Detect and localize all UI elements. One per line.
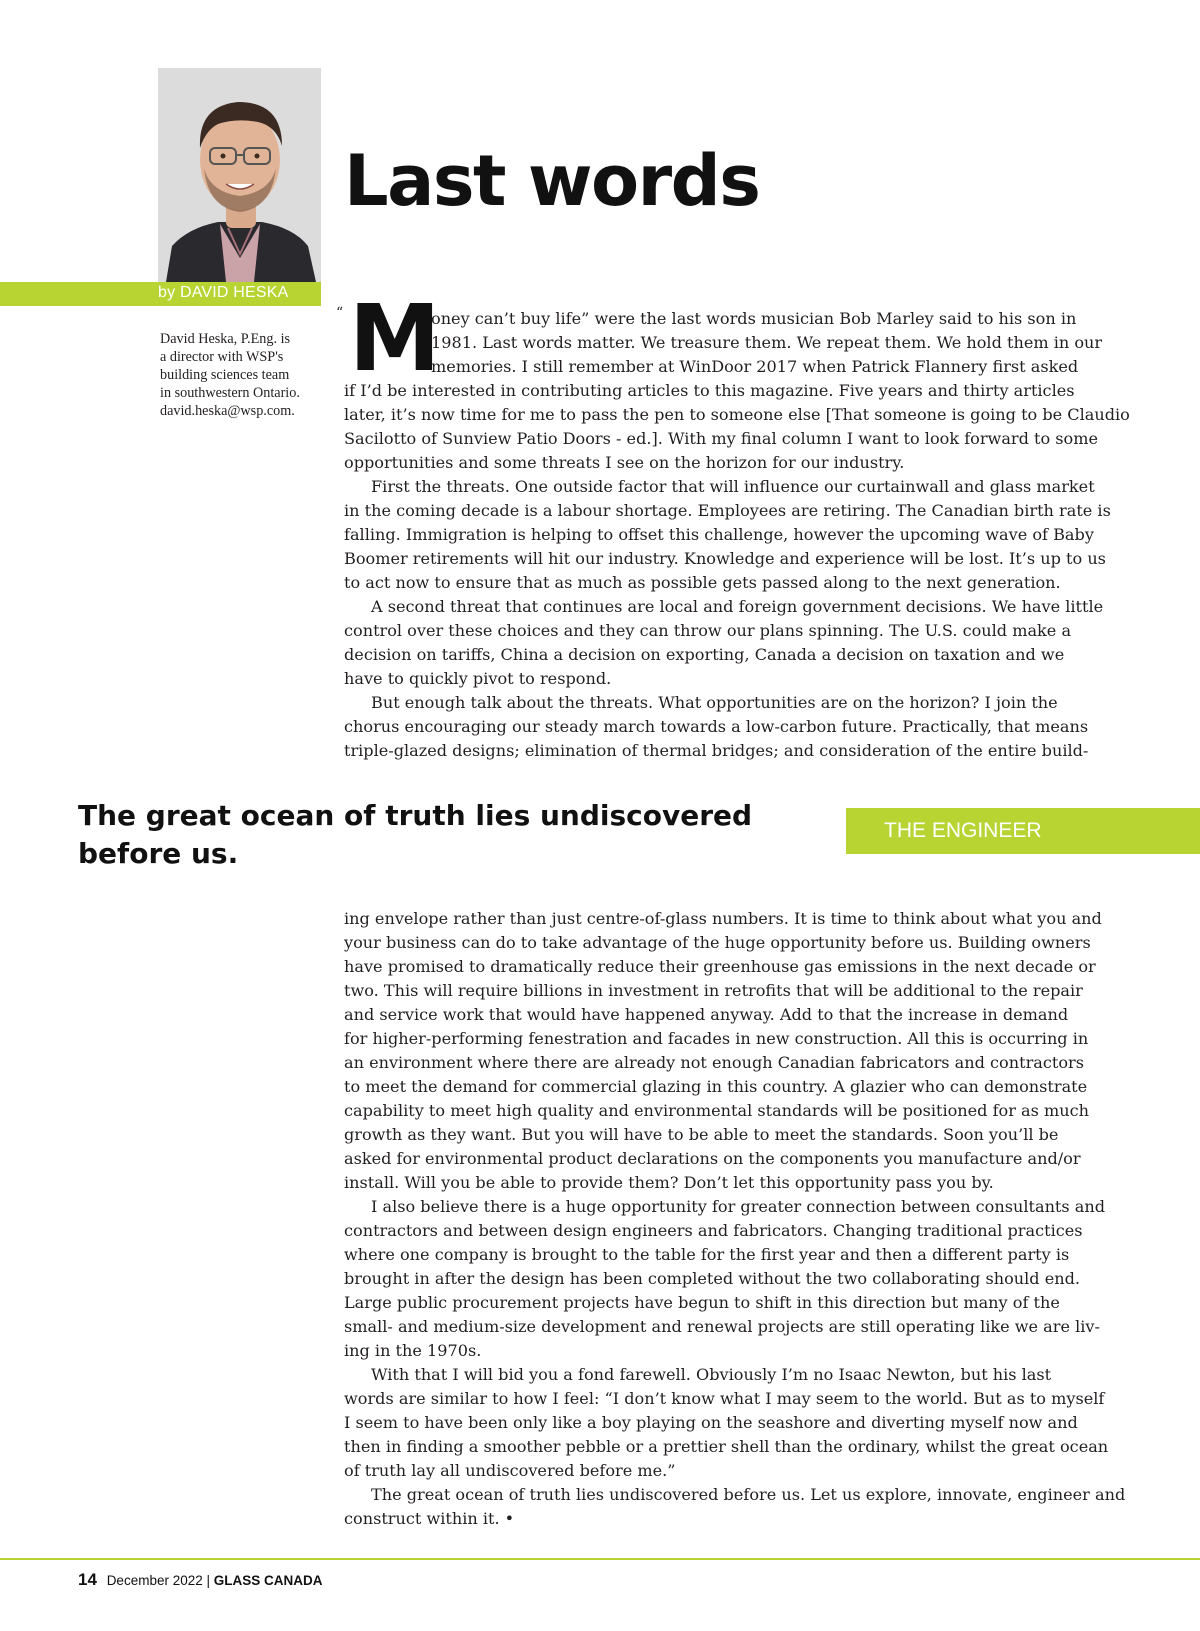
article-line: decision on tariffs, China a decision on exporting, Canada a decision on taxation and we	[344, 645, 1065, 664]
article-line: control over these choices and they can throw our plans spinning. The U.S. could make a	[344, 621, 1072, 640]
article-line: where one company is brought to the table for the first year and then a different party is	[344, 1245, 1070, 1264]
article-line: A second threat that continues are local and foreign government decisions. We have little	[371, 597, 1104, 616]
article-line: capability to meet high quality and environmental standards will be positioned for as much	[344, 1101, 1090, 1120]
opening-quote-mark: “	[336, 305, 344, 321]
article-line: to act now to ensure that as much as possible gets passed along to the next generation.	[344, 573, 1061, 592]
article-line: falling. Immigration is helping to offset this challenge, however the upcoming wave of Baby	[344, 525, 1094, 544]
article-line: 1981. Last words matter. We treasure them. We repeat them. We hold them in our	[431, 333, 1103, 352]
author-photo	[158, 68, 321, 282]
author-email: david.heska@wsp.com.	[160, 403, 295, 419]
author-bio-line: building sciences team	[160, 367, 290, 383]
article-line: With that I will bid you a fond farewell. Obviously I’m no Isaac Newton, but his last	[371, 1365, 1052, 1384]
article-line: growth as they want. But you will have to be able to meet the standards. Soon you’ll be	[344, 1125, 1059, 1144]
article-column-top	[344, 307, 1134, 763]
article-line: if I’d be interested in contributing articles to this magazine. Five years and thirty articles	[344, 381, 1075, 400]
article-line: words are similar to how I feel: “I don’t know what I may seem to the world. But as to myself	[344, 1389, 1105, 1408]
section-tag: THE ENGINEER	[846, 808, 1200, 854]
article-line: construct within it. •	[344, 1509, 515, 1528]
author-bio	[160, 330, 326, 420]
article-line: brought in after the design has been completed without the two collaborating should end.	[344, 1269, 1081, 1288]
footer-rule	[0, 1558, 1200, 1560]
article-line: in the coming decade is a labour shortage. Employees are retiring. The Canadian birth rate is	[344, 501, 1111, 520]
pull-quote-line: The great ocean of truth lies undiscovered	[78, 799, 753, 832]
article-line: Large public procurement projects have begun to shift in this direction but many of the	[344, 1293, 1060, 1312]
article-line: First the threats. One outside factor that will influence our curtainwall and glass market	[371, 477, 1095, 496]
article-line: oney can’t buy life” were the last words musician Bob Marley said to his son in	[431, 309, 1077, 328]
pull-quote-line: before us.	[78, 837, 239, 870]
article-line: contractors and between design engineers and fabricators. Changing traditional practices	[344, 1221, 1083, 1240]
article-line: But enough talk about the threats. What opportunities are on the horizon? I join the	[371, 693, 1058, 712]
issue-date: December 2022 |	[106, 1573, 211, 1588]
byline: by DAVID HESKA	[158, 284, 289, 301]
article-line: and service work that would have happened anyway. Add to that the increase in demand	[344, 1005, 1069, 1024]
article-line: asked for environmental product declarations on the components you manufacture and/or	[344, 1149, 1081, 1168]
article-line: install. Will you be able to provide them? Don’t let this opportunity pass you by.	[344, 1173, 994, 1192]
article-line: have to quickly pivot to respond.	[344, 669, 612, 688]
article-line: I seem to have been only like a boy playing on the seashore and diverting myself now and	[344, 1413, 1078, 1432]
article-line: Sacilotto of Sunview Patio Doors - ed.]. With my final column I want to look forward to some	[344, 429, 1099, 448]
article-line: I also believe there is a huge opportunity for greater connection between consultants and	[371, 1197, 1106, 1216]
author-bio-line: in southwestern Ontario.	[160, 385, 300, 401]
page-number: 14	[78, 1570, 97, 1589]
article-line: to meet the demand for commercial glazing in this country. A glazier who can demonstrate	[344, 1077, 1088, 1096]
article-line: ing in the 1970s.	[344, 1341, 482, 1360]
article-line: of truth lay all undiscovered before me.”	[344, 1461, 676, 1480]
page-footer	[78, 1570, 323, 1590]
article-column-bottom	[344, 907, 1134, 1531]
article-line: chorus encouraging our steady march towards a low-carbon future. Practically, that means	[344, 717, 1089, 736]
article-line: opportunities and some threats I see on the horizon for our industry.	[344, 453, 905, 472]
page-title: Last words	[344, 140, 760, 222]
article-line: ing envelope rather than just centre-of-glass numbers. It is time to think about what you and	[344, 909, 1102, 928]
author-bio-line: David Heska, P.Eng. is	[160, 331, 291, 347]
drop-cap: M	[349, 285, 441, 392]
article-line: The great ocean of truth lies undiscovered before us. Let us explore, innovate, engineer and	[371, 1485, 1126, 1504]
article-line: an environment where there are already not enough Canadian fabricators and contractors	[344, 1053, 1084, 1072]
article-line: for higher-performing fenestration and facades in new construction. All this is occurring in	[344, 1029, 1089, 1048]
article-line: later, it’s now time for me to pass the pen to someone else [That someone is going to be Claudio	[344, 405, 1130, 424]
article-line: triple-glazed designs; elimination of thermal bridges; and consideration of the entire build-	[344, 741, 1089, 760]
article-line: your business can do to take advantage of the huge opportunity before us. Building owners	[344, 933, 1091, 952]
article-line: then in finding a smoother pebble or a prettier shell than the ordinary, whilst the great ocean	[344, 1437, 1109, 1456]
magazine-name: GLASS CANADA	[213, 1573, 323, 1588]
pull-quote	[78, 797, 798, 873]
article-line: two. This will require billions in investment in retrofits that will be additional to the repair	[344, 981, 1083, 1000]
author-bio-line: a director with WSP's	[160, 349, 284, 365]
article-line: small- and medium-size development and renewal projects are still operating like we are liv-	[344, 1317, 1100, 1336]
article-line: have promised to dramatically reduce their greenhouse gas emissions in the next decade or	[344, 957, 1096, 976]
article-line: memories. I still remember at WinDoor 2017 when Patrick Flannery first asked	[431, 357, 1079, 376]
article-line: Boomer retirements will hit our industry. Knowledge and experience will be lost. It’s up to us	[344, 549, 1106, 568]
